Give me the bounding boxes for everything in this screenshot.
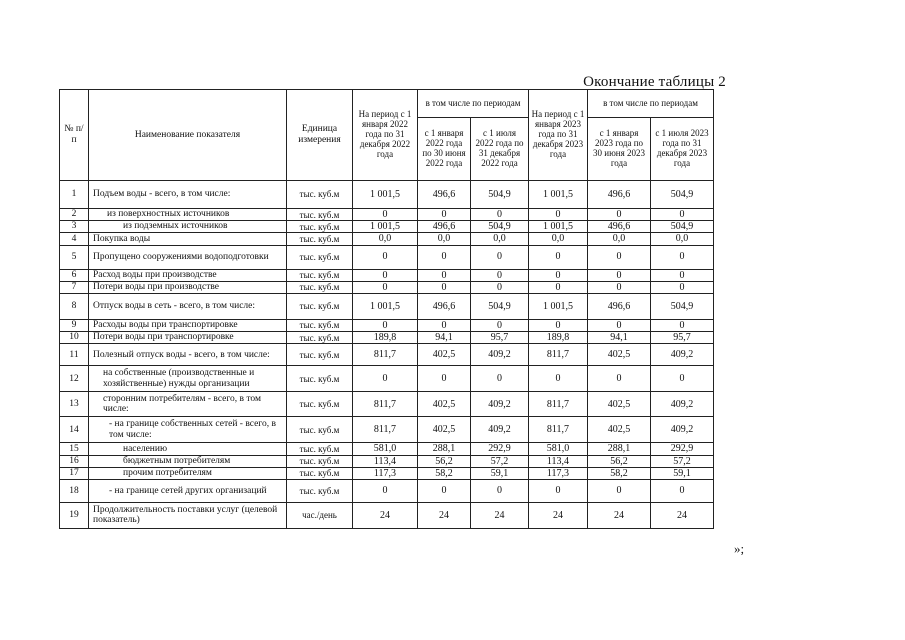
- indicator-name: Пропущено сооружениями водоподготовки: [89, 245, 287, 269]
- value-2022-h2: 0,0: [471, 233, 529, 245]
- value-2022-h2: 0: [471, 319, 529, 331]
- unit-cell: тыс. куб.м: [287, 293, 353, 319]
- table-row: [60, 293, 714, 319]
- header-unit: Единица измерения: [287, 90, 353, 181]
- value-2023-h2: 0: [651, 245, 714, 269]
- row-number: 8: [60, 293, 89, 319]
- value-2022-h1: 402,5: [418, 392, 471, 417]
- indicator-name: сторонним потребителям - всего, в том числе:: [89, 392, 287, 417]
- value-2023-total: 0: [529, 319, 588, 331]
- value-2023-h1: 58,2: [588, 467, 651, 479]
- header-period-2023: На период с 1 января 2023 года по 31 декабря 2023 года: [529, 90, 588, 181]
- value-2022-h2: 292,9: [471, 443, 529, 455]
- unit-cell: тыс. куб.м: [287, 455, 353, 467]
- value-2022-h2: 24: [471, 502, 529, 528]
- value-2023-total: 1 001,5: [529, 221, 588, 233]
- value-2023-h1: 24: [588, 502, 651, 528]
- value-2022-h2: 409,2: [471, 344, 529, 366]
- value-2023-h1: 0: [588, 479, 651, 502]
- value-2023-h1: 0: [588, 245, 651, 269]
- row-number: 4: [60, 233, 89, 245]
- value-2022-h2: 0: [471, 366, 529, 392]
- value-2022-h1: 402,5: [418, 344, 471, 366]
- value-2023-h2: 0: [651, 366, 714, 392]
- table-row: [60, 332, 714, 344]
- value-2022-h1: 24: [418, 502, 471, 528]
- value-2023-total: 811,7: [529, 417, 588, 443]
- value-2023-total: 0: [529, 269, 588, 281]
- value-2022-h2: 0: [471, 209, 529, 221]
- value-2023-h1: 496,6: [588, 293, 651, 319]
- unit-cell: тыс. куб.м: [287, 417, 353, 443]
- value-2023-h1: 402,5: [588, 392, 651, 417]
- value-2022-total: 1 001,5: [353, 181, 418, 209]
- header-including-2022: в том числе по периодам: [418, 90, 529, 118]
- unit-cell: тыс. куб.м: [287, 181, 353, 209]
- table-row: [60, 479, 714, 502]
- row-number: 9: [60, 319, 89, 331]
- unit-cell: час./день: [287, 502, 353, 528]
- value-2022-h1: 0: [418, 281, 471, 293]
- value-2022-h2: 95,7: [471, 332, 529, 344]
- unit-cell: тыс. куб.м: [287, 392, 353, 417]
- indicator-name: из подземных источников: [89, 221, 287, 233]
- indicator-name: Подъем воды - всего, в том числе:: [89, 181, 287, 209]
- row-number: 2: [60, 209, 89, 221]
- unit-cell: тыс. куб.м: [287, 221, 353, 233]
- value-2023-h1: 496,6: [588, 221, 651, 233]
- unit-cell: тыс. куб.м: [287, 344, 353, 366]
- value-2023-h2: 0: [651, 281, 714, 293]
- value-2022-h2: 0: [471, 269, 529, 281]
- value-2022-h2: 0: [471, 245, 529, 269]
- row-number: 12: [60, 366, 89, 392]
- row-number: 16: [60, 455, 89, 467]
- value-2022-h1: 496,6: [418, 221, 471, 233]
- value-2022-total: 189,8: [353, 332, 418, 344]
- indicator-name: Отпуск воды в сеть - всего, в том числе:: [89, 293, 287, 319]
- value-2022-total: 811,7: [353, 392, 418, 417]
- row-number: 7: [60, 281, 89, 293]
- value-2022-h2: 0: [471, 281, 529, 293]
- unit-cell: тыс. куб.м: [287, 245, 353, 269]
- row-number: 17: [60, 467, 89, 479]
- value-2022-h1: 0: [418, 319, 471, 331]
- value-2023-h1: 94,1: [588, 332, 651, 344]
- unit-cell: тыс. куб.м: [287, 209, 353, 221]
- value-2023-total: 1 001,5: [529, 181, 588, 209]
- value-2022-h1: 496,6: [418, 181, 471, 209]
- value-2023-total: 0: [529, 245, 588, 269]
- value-2022-h1: 0: [418, 366, 471, 392]
- unit-cell: тыс. куб.м: [287, 467, 353, 479]
- value-2022-h1: 0: [418, 479, 471, 502]
- row-number: 13: [60, 392, 89, 417]
- header-h2-2022: с 1 июля 2022 года по 31 декабря 2022 года: [471, 118, 529, 181]
- value-2023-h1: 402,5: [588, 344, 651, 366]
- value-2023-h1: 0,0: [588, 233, 651, 245]
- value-2023-total: 117,3: [529, 467, 588, 479]
- value-2023-h1: 0: [588, 269, 651, 281]
- indicator-name: прочим потребителям: [89, 467, 287, 479]
- value-2023-h1: 56,2: [588, 455, 651, 467]
- value-2023-h2: 409,2: [651, 392, 714, 417]
- value-2022-h1: 0: [418, 269, 471, 281]
- table-row: [60, 221, 714, 233]
- value-2023-h2: 0,0: [651, 233, 714, 245]
- indicator-name: - на границе сетей других организаций: [89, 479, 287, 502]
- value-2023-h2: 57,2: [651, 455, 714, 467]
- unit-cell: тыс. куб.м: [287, 319, 353, 331]
- value-2023-total: 811,7: [529, 344, 588, 366]
- header-h1-2023: с 1 января 2023 года по 30 июня 2023 года: [588, 118, 651, 181]
- indicator-name: Продолжительность поставки услуг (целевой показатель): [89, 502, 287, 528]
- unit-cell: тыс. куб.м: [287, 233, 353, 245]
- value-2023-total: 0: [529, 281, 588, 293]
- value-2022-total: 0: [353, 269, 418, 281]
- table-row: [60, 455, 714, 467]
- value-2022-total: 0,0: [353, 233, 418, 245]
- table-row: [60, 502, 714, 528]
- row-number: 10: [60, 332, 89, 344]
- value-2023-total: 189,8: [529, 332, 588, 344]
- indicator-name: Потери воды при производстве: [89, 281, 287, 293]
- value-2022-total: 581,0: [353, 443, 418, 455]
- table-row: [60, 366, 714, 392]
- value-2022-h1: 0: [418, 245, 471, 269]
- row-number: 3: [60, 221, 89, 233]
- row-number: 18: [60, 479, 89, 502]
- table-row: [60, 417, 714, 443]
- value-2023-h2: 504,9: [651, 221, 714, 233]
- value-2022-total: 1 001,5: [353, 293, 418, 319]
- value-2022-total: 0: [353, 245, 418, 269]
- value-2023-h1: 0: [588, 281, 651, 293]
- table-row: [60, 443, 714, 455]
- value-2023-h2: 504,9: [651, 181, 714, 209]
- table-row: [60, 467, 714, 479]
- indicator-name: Покупка воды: [89, 233, 287, 245]
- value-2022-total: 24: [353, 502, 418, 528]
- table-body: [60, 181, 714, 529]
- table-container: [59, 89, 714, 529]
- header-h1-2022: с 1 января 2022 года по 30 июня 2022 года: [418, 118, 471, 181]
- header-h2-2023: с 1 июля 2023 года по 31 декабря 2023 года: [651, 118, 714, 181]
- value-2022-h2: 57,2: [471, 455, 529, 467]
- value-2022-total: 113,4: [353, 455, 418, 467]
- data-table: [59, 89, 714, 529]
- table-caption: Окончание таблицы 2: [583, 74, 726, 90]
- value-2022-h1: 56,2: [418, 455, 471, 467]
- value-2023-h1: 496,6: [588, 181, 651, 209]
- row-number: 15: [60, 443, 89, 455]
- closing-quote: »;: [734, 541, 745, 556]
- value-2022-h2: 504,9: [471, 293, 529, 319]
- indicator-name: - на границе собственных сетей - всего, в том числе:: [89, 417, 287, 443]
- indicator-name: Расходы воды при транспортировке: [89, 319, 287, 331]
- unit-cell: тыс. куб.м: [287, 269, 353, 281]
- table-row: [60, 281, 714, 293]
- row-number: 5: [60, 245, 89, 269]
- value-2023-h2: 95,7: [651, 332, 714, 344]
- value-2023-h2: 59,1: [651, 467, 714, 479]
- table-row: [60, 209, 714, 221]
- row-number: 11: [60, 344, 89, 366]
- value-2023-total: 0: [529, 479, 588, 502]
- unit-cell: тыс. куб.м: [287, 479, 353, 502]
- value-2023-h2: 409,2: [651, 417, 714, 443]
- value-2023-h2: 409,2: [651, 344, 714, 366]
- header-num: № п/п: [60, 90, 89, 181]
- value-2023-h2: 0: [651, 479, 714, 502]
- value-2022-h2: 0: [471, 479, 529, 502]
- indicator-name: Расход воды при производстве: [89, 269, 287, 281]
- value-2023-h2: 504,9: [651, 293, 714, 319]
- value-2022-total: 0: [353, 281, 418, 293]
- value-2023-h1: 402,5: [588, 417, 651, 443]
- table-row: [60, 245, 714, 269]
- value-2022-total: 0: [353, 366, 418, 392]
- value-2022-h2: 409,2: [471, 392, 529, 417]
- value-2022-h1: 94,1: [418, 332, 471, 344]
- indicator-name: бюджетным потребителям: [89, 455, 287, 467]
- value-2023-total: 0,0: [529, 233, 588, 245]
- unit-cell: тыс. куб.м: [287, 443, 353, 455]
- unit-cell: тыс. куб.м: [287, 332, 353, 344]
- value-2022-total: 811,7: [353, 417, 418, 443]
- value-2023-total: 113,4: [529, 455, 588, 467]
- table-row: [60, 181, 714, 209]
- value-2023-total: 581,0: [529, 443, 588, 455]
- indicator-name: населению: [89, 443, 287, 455]
- value-2023-total: 24: [529, 502, 588, 528]
- value-2023-h2: 292,9: [651, 443, 714, 455]
- row-number: 14: [60, 417, 89, 443]
- value-2022-total: 0: [353, 209, 418, 221]
- indicator-name: Полезный отпуск воды - всего, в том числе:: [89, 344, 287, 366]
- value-2022-h1: 58,2: [418, 467, 471, 479]
- value-2023-h2: 0: [651, 319, 714, 331]
- value-2022-h2: 504,9: [471, 181, 529, 209]
- indicator-name: Потери воды при транспортировке: [89, 332, 287, 344]
- value-2023-h1: 0: [588, 366, 651, 392]
- table-row: [60, 319, 714, 331]
- value-2022-h2: 409,2: [471, 417, 529, 443]
- table-row: [60, 344, 714, 366]
- value-2022-total: 0: [353, 479, 418, 502]
- value-2023-total: 1 001,5: [529, 293, 588, 319]
- value-2023-total: 0: [529, 209, 588, 221]
- value-2023-h1: 0: [588, 319, 651, 331]
- unit-cell: тыс. куб.м: [287, 281, 353, 293]
- value-2022-h1: 496,6: [418, 293, 471, 319]
- indicator-name: из поверхностных источников: [89, 209, 287, 221]
- value-2022-h1: 0: [418, 209, 471, 221]
- value-2022-h1: 288,1: [418, 443, 471, 455]
- table-row: [60, 233, 714, 245]
- value-2023-total: 0: [529, 366, 588, 392]
- value-2023-h2: 0: [651, 209, 714, 221]
- row-number: 1: [60, 181, 89, 209]
- value-2022-h1: 0,0: [418, 233, 471, 245]
- value-2023-h1: 288,1: [588, 443, 651, 455]
- table-header: [60, 90, 714, 181]
- value-2022-h2: 504,9: [471, 221, 529, 233]
- value-2022-total: 811,7: [353, 344, 418, 366]
- indicator-name: на собственные (производственные и хозяйственные) нужды организации: [89, 366, 287, 392]
- table-row: [60, 392, 714, 417]
- value-2022-total: 117,3: [353, 467, 418, 479]
- value-2022-total: 1 001,5: [353, 221, 418, 233]
- value-2023-h2: 0: [651, 269, 714, 281]
- row-number: 6: [60, 269, 89, 281]
- value-2022-total: 0: [353, 319, 418, 331]
- header-name: Наименование показателя: [89, 90, 287, 181]
- value-2023-h1: 0: [588, 209, 651, 221]
- header-including-2023: в том числе по периодам: [588, 90, 714, 118]
- row-number: 19: [60, 502, 89, 528]
- table-row: [60, 269, 714, 281]
- unit-cell: тыс. куб.м: [287, 366, 353, 392]
- value-2022-h2: 59,1: [471, 467, 529, 479]
- value-2022-h1: 402,5: [418, 417, 471, 443]
- header-period-2022: На период с 1 января 2022 года по 31 декабря 2022 года: [353, 90, 418, 181]
- value-2023-total: 811,7: [529, 392, 588, 417]
- value-2023-h2: 24: [651, 502, 714, 528]
